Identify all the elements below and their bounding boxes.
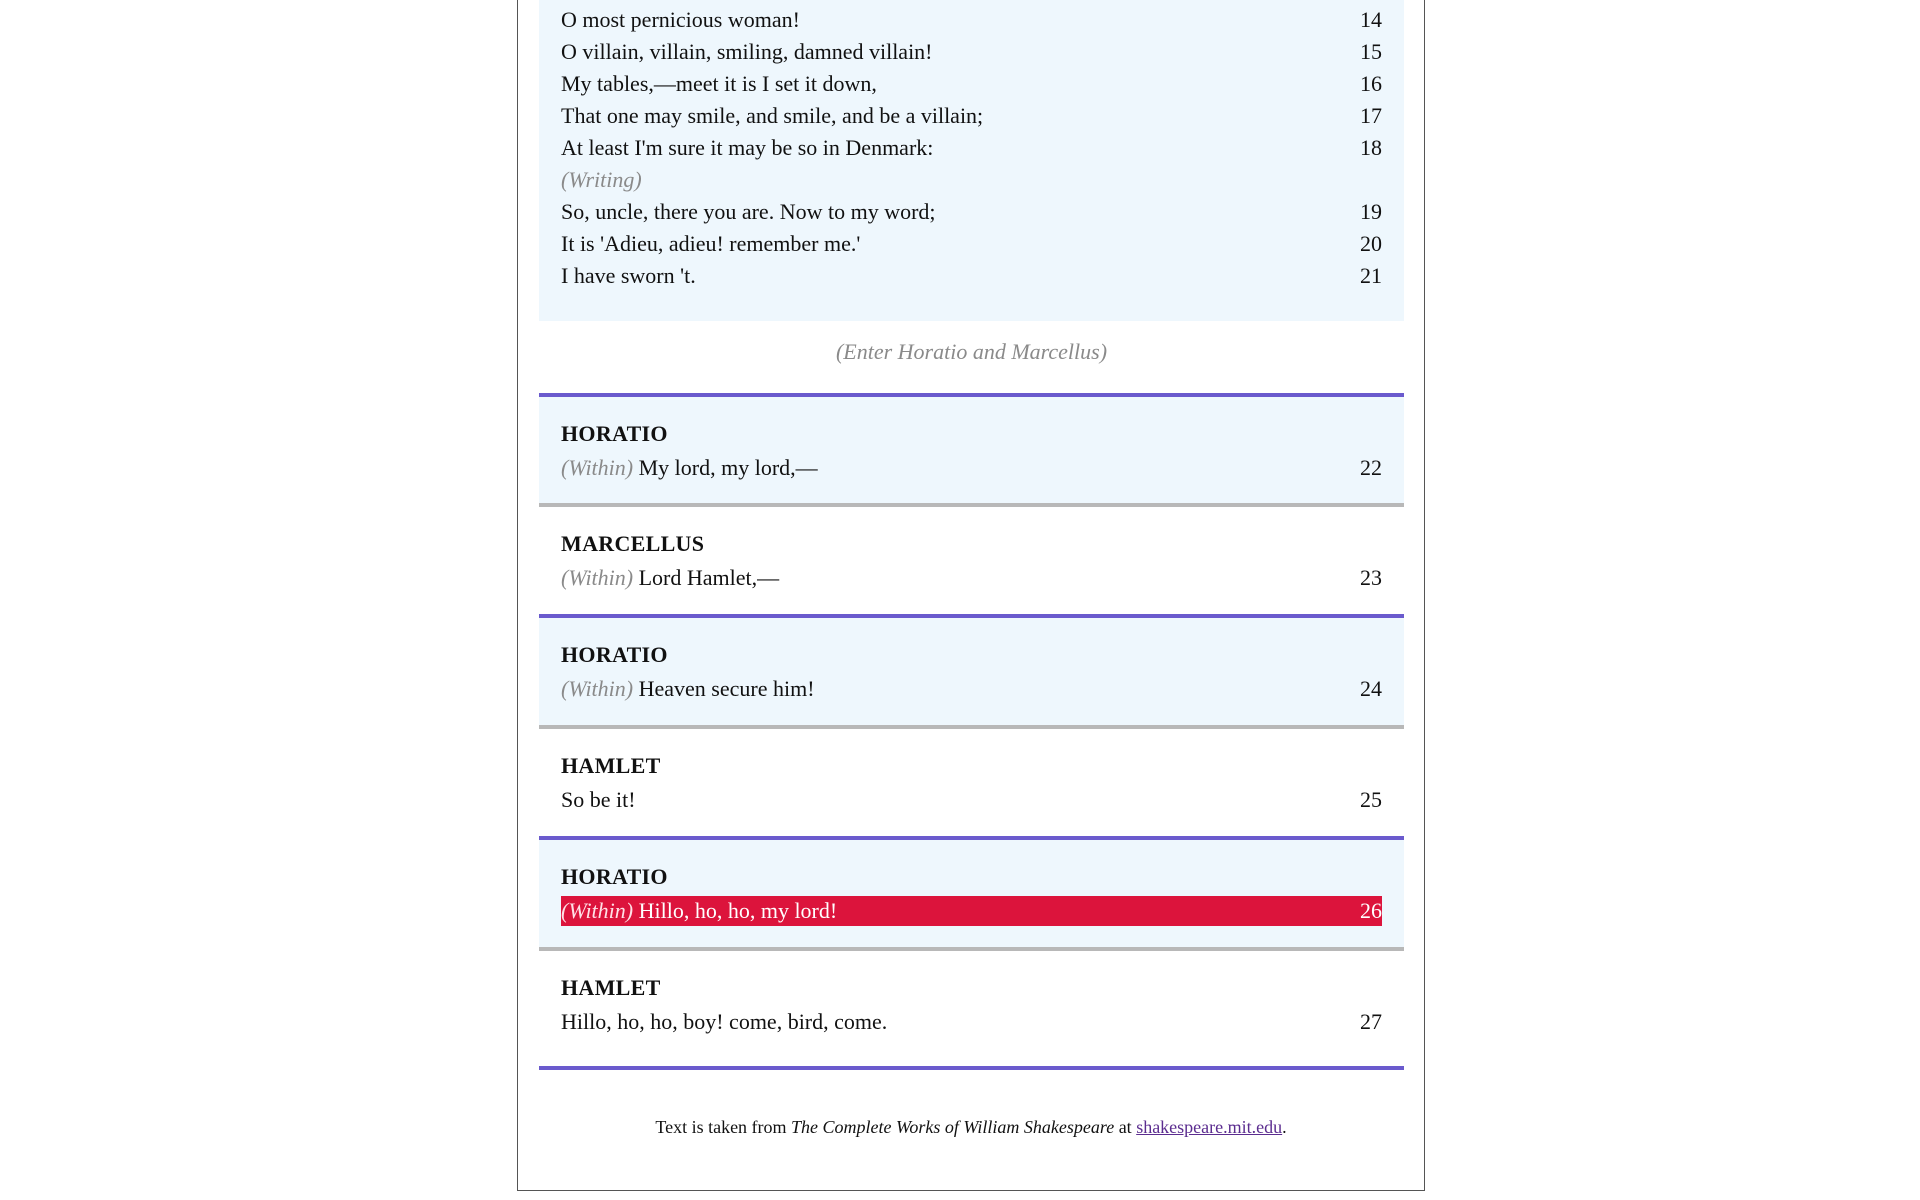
line-text: It is 'Adieu, adieu! remember me.' <box>561 231 861 256</box>
line-text: Heaven secure him! <box>638 676 815 701</box>
line-text: My lord, my lord,— <box>638 455 818 480</box>
script-line <box>561 101 1382 131</box>
hamlet-speech-block <box>539 0 1404 321</box>
bottom-divider <box>539 1066 1404 1070</box>
line-text: Hillo, ho, ho, my lord! <box>638 898 838 923</box>
speech-marcellus <box>539 503 1404 614</box>
footer-suffix: . <box>1282 1117 1287 1137</box>
footer-book-title: The Complete Works of William Shakespeare <box>791 1117 1115 1137</box>
line-number: 21 <box>1360 263 1382 288</box>
line-text: So be it! <box>561 787 636 812</box>
line-number: 14 <box>1360 7 1382 32</box>
line-number: 19 <box>1360 199 1382 224</box>
stage-direction-line <box>561 165 1382 195</box>
speaker-name: MARCELLUS <box>561 531 705 556</box>
line-text: That one may smile, and smile, and be a villain; <box>561 103 984 128</box>
speech-hamlet <box>539 725 1404 836</box>
speech-horatio-highlighted <box>539 836 1404 947</box>
footer-middle: at <box>1114 1117 1137 1137</box>
line-number: 20 <box>1360 231 1382 256</box>
line-number: 26 <box>1360 898 1382 923</box>
script-page <box>517 0 1425 1191</box>
stage-direction: (Writing) <box>561 167 642 192</box>
script-line <box>561 5 1382 35</box>
line-number: 17 <box>1360 103 1382 128</box>
line-text: O villain, villain, smiling, damned villain! <box>561 39 933 64</box>
script-line <box>561 785 1382 815</box>
line-number: 15 <box>1360 39 1382 64</box>
line-text: Lord Hamlet,— <box>638 565 780 590</box>
script-line <box>561 69 1382 99</box>
script-line <box>561 1007 1382 1037</box>
speech-horatio <box>539 393 1404 503</box>
source-footer <box>518 1117 1424 1138</box>
speech-horatio <box>539 614 1404 725</box>
line-text: So, uncle, there you are. Now to my word; <box>561 199 936 224</box>
speaker-name: HORATIO <box>561 642 668 667</box>
line-number: 25 <box>1360 787 1382 812</box>
script-line <box>561 674 1382 704</box>
speaker-name: HORATIO <box>561 421 668 446</box>
script-line <box>561 261 1382 291</box>
footer-prefix: Text is taken from <box>655 1117 792 1137</box>
line-text: Hillo, ho, ho, boy! come, bird, come. <box>561 1009 888 1034</box>
script-line <box>561 37 1382 67</box>
line-number: 22 <box>1360 455 1382 480</box>
line-text: At least I'm sure it may be so in Denmark: <box>561 135 934 160</box>
highlighted-line[interactable] <box>561 896 1382 926</box>
stage-direction: (Within) <box>561 898 634 923</box>
stage-direction: (Within) <box>561 565 634 590</box>
speaker-name: HORATIO <box>561 864 668 889</box>
script-line <box>561 133 1382 163</box>
script-line <box>561 563 1382 593</box>
script-line <box>561 453 1382 483</box>
stage-direction-enter: (Enter Horatio and Marcellus) <box>835 339 1108 364</box>
speech-hamlet <box>539 947 1404 1066</box>
line-text: I have sworn 't. <box>561 263 696 288</box>
line-text: O most pernicious woman! <box>561 7 800 32</box>
stage-direction: (Within) <box>561 676 634 701</box>
line-number: 18 <box>1360 135 1382 160</box>
line-number: 16 <box>1360 71 1382 96</box>
script-line <box>561 229 1382 259</box>
speaker-name: HAMLET <box>561 753 661 778</box>
script-line <box>561 197 1382 227</box>
stage-direction: (Within) <box>561 455 634 480</box>
line-number: 27 <box>1360 1009 1382 1034</box>
line-text: My tables,—meet it is I set it down, <box>561 71 877 96</box>
source-link[interactable]: shakespeare.mit.edu <box>1136 1117 1283 1137</box>
line-number: 24 <box>1360 676 1382 701</box>
line-number: 23 <box>1360 565 1382 590</box>
speaker-name: HAMLET <box>561 975 661 1000</box>
